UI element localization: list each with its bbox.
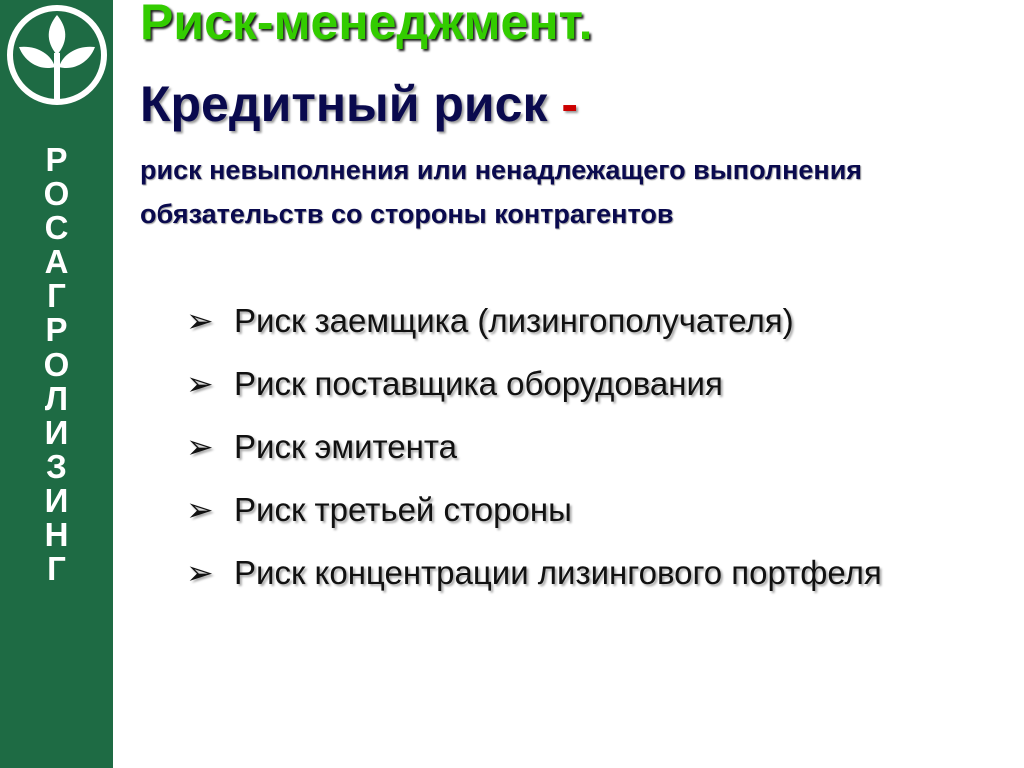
brand-letter: О [43, 345, 70, 383]
arrow-bullet-icon: ➢ [186, 365, 214, 402]
bullet-text: Риск эмитента [234, 428, 457, 465]
subtitle-dash: - [561, 76, 579, 132]
brand-letter: И [44, 481, 69, 519]
brand-letter: Г [47, 277, 66, 315]
sprout-leaf-logo-icon [5, 3, 109, 107]
arrow-bullet-icon: ➢ [186, 302, 214, 339]
brand-letter: О [43, 175, 70, 213]
bullet-item [186, 422, 986, 472]
subtitle-text: Кредитный риск [140, 76, 562, 132]
bullet-item [186, 548, 986, 598]
slide-subtitle [140, 76, 578, 132]
brand-letter: И [44, 413, 69, 451]
arrow-bullet-icon: ➢ [186, 428, 214, 465]
brand-letter: Н [44, 516, 69, 554]
brand-letter: Л [44, 379, 69, 417]
bullet-text: Риск третьей стороны [234, 491, 572, 528]
bullet-text: Риск концентрации лизингового портфеля [234, 554, 882, 591]
bullet-text: Риск поставщика оборудования [234, 365, 723, 402]
slide-title: Риск-менеджмент. [140, 0, 593, 50]
arrow-bullet-icon: ➢ [186, 554, 214, 591]
arrow-bullet-icon: ➢ [186, 491, 214, 528]
brand-letter: Г [47, 550, 66, 588]
brand-letter: А [44, 243, 69, 281]
bullet-item [186, 296, 986, 346]
brand-letter: С [44, 209, 69, 247]
brand-letter: Р [45, 311, 68, 349]
brand-letter: З [46, 447, 67, 485]
bullet-list [186, 296, 986, 611]
brand-sidebar [0, 0, 113, 768]
definition-text: риск невыполнения или ненадлежащего выполнения обязательств со стороны контрагентов [140, 155, 863, 229]
bullet-item [186, 359, 986, 409]
bullet-item [186, 485, 986, 535]
brand-letter: Р [45, 141, 68, 178]
bullet-text: Риск заемщика (лизингополучателя) [234, 302, 794, 339]
vertical-brand-name [0, 143, 113, 586]
